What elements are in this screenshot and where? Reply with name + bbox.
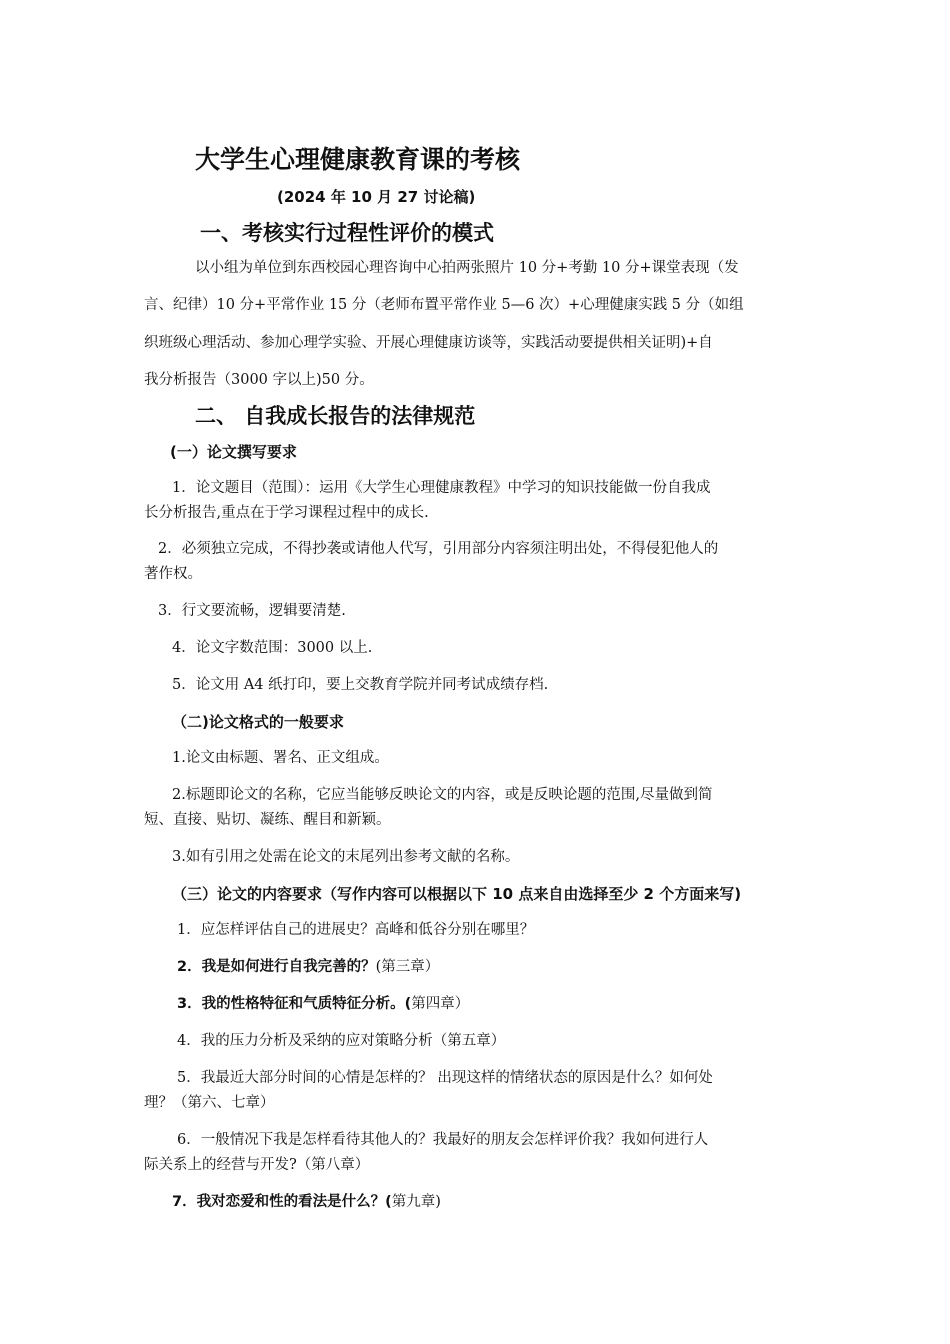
requirement-item: 3．行文要流畅，逻辑要清楚.	[158, 603, 346, 619]
content-item	[177, 996, 469, 1013]
requirement-item: 1．论文题目（范围）：运用《大学生心理健康教程》中学习的知识技能做一份自我成	[172, 480, 711, 496]
subsection3-heading: （三）论文的内容要求（写作内容可以根据以下 10 点来自由选择至少 2 个方面来写)	[172, 885, 742, 903]
content-item-bold: 2．我是如何进行自我完善的？	[177, 959, 376, 975]
requirement-item: 2．必须独立完成，不得抄袭或请他人代写，引用部分内容须注明出处，不得侵犯他人的	[158, 541, 719, 557]
format-item: 短、直接、贴切、凝练、醒目和新颖。	[144, 812, 391, 828]
content-item	[177, 959, 439, 976]
section1-line: 言、纪律）10 分+平常作业 15 分（老师布置平常作业 5—6 次）+心理健康实践 5 分（如组	[144, 297, 744, 313]
subsection1-heading: (一）论文撰写要求	[170, 443, 297, 461]
content-item: 6．一般情况下我是怎样看待其他人的？我最好的朋友会怎样评价我？我如何进行人	[177, 1132, 709, 1148]
section1-line: 我分析报告（3000 字以上)50 分。	[144, 372, 374, 388]
subsection2-heading: （二)论文格式的一般要求	[172, 713, 344, 731]
format-item: 2.标题即论文的名称，它应当能够反映论文的内容，或是反映论题的范围,尽量做到简	[172, 787, 713, 803]
section1-line: 以小组为单位到东西校园心理咨询中心拍两张照片 10 分+考勤 10 分+课堂表现（发	[195, 260, 739, 276]
content-item	[172, 1194, 441, 1211]
content-item-chapter: 第九章)	[391, 1194, 441, 1210]
requirement-item: 长分析报告,重点在于学习课程过程中的成长.	[144, 505, 429, 521]
content-item: 4．我的压力分析及采纳的应对策略分析（第五章）	[177, 1033, 506, 1049]
content-item-bold: 7．我对恋爱和性的看法是什么？(	[172, 1194, 392, 1210]
content-item-chapter: 第四章）	[411, 996, 470, 1012]
content-item: 际关系上的经营与开发?（第八章）	[144, 1157, 370, 1173]
section1-heading: 一、考核实行过程性评价的模式	[200, 221, 494, 245]
requirement-item: 著作权。	[144, 566, 202, 582]
page-subtitle: (2024 年 10 月 27 讨论稿)	[277, 188, 476, 206]
content-item-bold: 3．我的性格特征和气质特征分析。(	[177, 996, 412, 1012]
content-item-chapter: (第三章）	[375, 959, 440, 975]
format-item: 3.如有引用之处需在论文的末尾列出参考文献的名称。	[172, 849, 520, 865]
content-item: 1．应怎样评估自己的进展史？高峰和低谷分别在哪里？	[177, 922, 535, 938]
format-item: 1.论文由标题、署名、正文组成。	[172, 750, 389, 766]
section1-line: 织班级心理活动、参加心理学实验、开展心理健康访谈等，实践活动要提供相关证明)+自	[144, 335, 713, 351]
requirement-item: 4．论文字数范围：3000 以上.	[172, 640, 373, 656]
content-item: 理？（第六、七章）	[144, 1095, 275, 1111]
requirement-item: 5．论文用 A4 纸打印，要上交教育学院并同考试成绩存档.	[172, 677, 549, 693]
section2-heading: 二、 自我成长报告的法律规范	[195, 404, 476, 428]
page-title: 大学生心理健康教育课的考核	[195, 145, 521, 174]
content-item: 5．我最近大部分时间的心情是怎样的？ 出现这样的情绪状态的原因是什么？如何处	[177, 1070, 713, 1086]
